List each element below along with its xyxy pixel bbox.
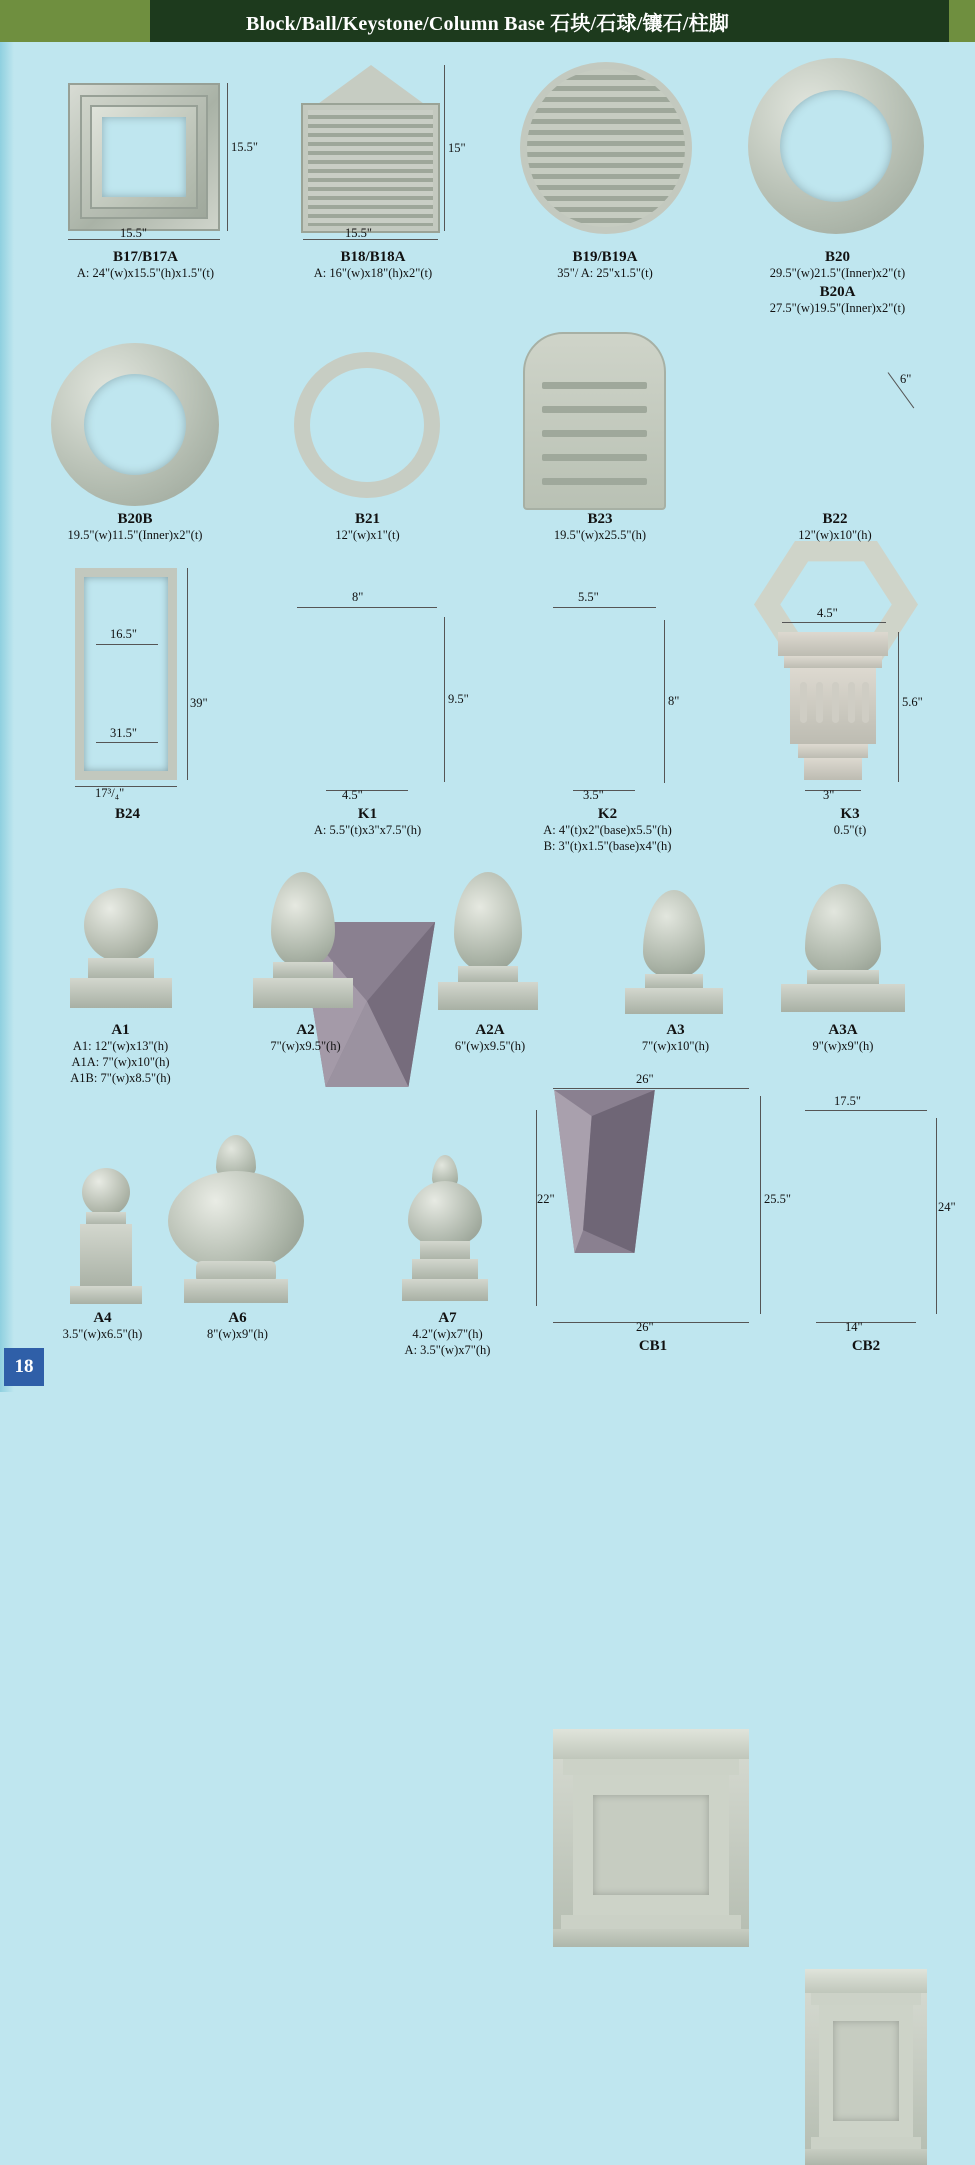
product-code: K3	[840, 806, 860, 822]
product-spec-alt: 27.5"(w)19.5"(Inner)x2"(t)	[769, 301, 906, 316]
dim-line	[297, 607, 437, 608]
product-b18	[278, 249, 468, 282]
product-code: B23	[587, 511, 613, 527]
header-corner-right	[949, 0, 975, 42]
product-image-b24	[75, 568, 177, 780]
product-b22	[740, 511, 930, 544]
product-a3a	[768, 1022, 918, 1055]
product-code: B19/B19A	[572, 249, 638, 265]
product-spec: 12"(w)x10"(h)	[798, 528, 872, 543]
product-image-a2	[243, 872, 363, 1020]
product-a1	[38, 1022, 203, 1086]
cb2-dim-top: 17.5"	[834, 1094, 861, 1108]
product-cb2	[816, 1338, 916, 1355]
product-image-b20	[748, 58, 924, 234]
dim-line	[898, 632, 899, 782]
product-spec: A: 16"(w)x18"(h)x2"(t)	[313, 266, 433, 281]
dim-line	[187, 568, 188, 780]
page-left-band	[0, 0, 14, 1392]
dim-line	[444, 617, 445, 782]
b24-dim-width: 17³/₄"	[95, 786, 125, 800]
product-a3	[608, 1022, 743, 1055]
product-image-a1	[62, 888, 180, 1018]
product-a7	[375, 1310, 520, 1359]
product-b23	[505, 511, 695, 544]
product-b24	[70, 806, 185, 823]
product-a6	[175, 1310, 300, 1343]
dim-line	[936, 1118, 937, 1314]
product-spec: 8"(w)x9"(h)	[207, 1327, 268, 1342]
product-image-b19	[520, 62, 692, 234]
dim-line	[805, 1110, 927, 1111]
b22-dim-face: 6"	[900, 372, 912, 386]
product-a2a	[420, 1022, 560, 1055]
product-image-cb1	[553, 1729, 749, 1947]
dim-line	[96, 644, 158, 645]
product-code: B18/B18A	[340, 249, 406, 265]
product-a4	[30, 1310, 175, 1343]
b17-dim-height: 15.5"	[231, 140, 258, 154]
product-spec-c: A1B: 7"(w)x8.5"(h)	[70, 1070, 171, 1085]
cb1-dim-body-h: 22"	[537, 1192, 555, 1206]
product-spec: A: 24"(w)x15.5"(h)x1.5"(t)	[76, 266, 215, 281]
product-spec: 7"(w)x10"(h)	[641, 1039, 710, 1054]
dim-line	[760, 1096, 761, 1314]
k3-dim-height: 5.6"	[902, 695, 923, 709]
dim-line	[816, 1322, 916, 1323]
header-corner-left	[0, 0, 150, 42]
product-spec: 3.5"(w)x6.5"(h)	[62, 1327, 143, 1342]
dim-line	[75, 786, 177, 787]
product-code: A6	[228, 1310, 247, 1326]
product-code: B22	[822, 511, 848, 527]
product-a2	[238, 1022, 373, 1055]
product-spec: 0.5"(t)	[833, 823, 867, 838]
product-cb1	[603, 1338, 703, 1355]
product-code: K2	[597, 806, 618, 822]
product-code: A3A	[828, 1022, 858, 1038]
product-spec-b: B: 3"(t)x1.5"(base)x4"(h)	[543, 838, 672, 853]
product-image-a3a	[773, 884, 913, 1020]
product-spec: 19.5"(w)11.5"(Inner)x2"(t)	[67, 528, 203, 543]
b18-dim-width: 15.5"	[345, 226, 372, 240]
dim-line	[444, 65, 445, 231]
product-k1	[280, 806, 455, 839]
product-image-a6	[162, 1135, 310, 1307]
product-code: A7	[438, 1310, 457, 1326]
product-spec: A1: 12"(w)x13"(h)	[72, 1039, 169, 1054]
b24-dim-inner-h: 31.5"	[110, 726, 137, 740]
product-spec: 35"/ A: 25"x1.5"(t)	[557, 266, 653, 281]
product-image-b21	[294, 352, 440, 498]
product-code-alt: B20A	[819, 283, 856, 300]
product-spec: 4.2"(w)x7"(h)	[412, 1327, 483, 1342]
product-spec: A: 5.5"(t)x3"x7.5"(h)	[313, 823, 422, 838]
dim-line	[553, 607, 656, 608]
product-b20b	[35, 511, 235, 544]
page-title: Block/Ball/Keystone/Column Base 石块/石球/镶石/柱脚	[245, 12, 730, 35]
dim-line	[96, 742, 158, 743]
k2-dim-top: 5.5"	[578, 590, 599, 604]
product-code: K1	[357, 806, 378, 822]
b17-dim-width: 15.5"	[120, 226, 147, 240]
product-code: B17/B17A	[112, 249, 178, 265]
product-code: A2A	[475, 1022, 505, 1038]
product-spec: 7"(w)x9.5"(h)	[270, 1039, 341, 1054]
product-b19	[505, 249, 705, 282]
product-code: A1	[111, 1022, 130, 1038]
cb1-dim-top: 26"	[636, 1072, 654, 1086]
product-spec: 6"(w)x9.5"(h)	[454, 1039, 526, 1054]
product-spec: 19.5"(w)x25.5"(h)	[553, 528, 647, 543]
cb2-dim-height: 24"	[938, 1200, 956, 1214]
k1-dim-height: 9.5"	[448, 692, 469, 706]
product-b20	[735, 249, 940, 317]
product-spec: 29.5"(w)21.5"(Inner)x2"(t)	[769, 266, 906, 281]
product-image-k2	[551, 1090, 658, 1253]
product-image-b23	[523, 332, 666, 510]
product-image-a7	[390, 1155, 500, 1307]
product-code: B24	[114, 806, 140, 822]
k1-dim-base: 4.5"	[342, 788, 363, 802]
cb1-dim-height: 25.5"	[764, 1192, 791, 1206]
product-image-b17	[68, 83, 220, 231]
dim-line	[553, 1088, 749, 1089]
product-image-a3	[615, 890, 733, 1020]
product-b21	[280, 511, 455, 544]
page-header	[0, 0, 975, 42]
k3-dim-base: 3"	[823, 788, 835, 802]
b18-dim-height: 15"	[448, 141, 466, 155]
product-code: B20	[824, 249, 850, 265]
product-b17	[48, 249, 243, 282]
dim-line	[536, 1110, 537, 1306]
b24-dim-height: 39"	[190, 696, 208, 710]
k2-dim-height: 8"	[668, 694, 680, 708]
product-spec-b: A1A: 7"(w)x10"(h)	[71, 1054, 170, 1069]
k2-dim-base: 3.5"	[583, 788, 604, 802]
product-code: CB1	[638, 1338, 668, 1354]
product-code: B21	[354, 511, 380, 527]
product-code: A4	[93, 1310, 112, 1326]
product-k3	[770, 806, 930, 839]
product-code: A2	[296, 1022, 315, 1038]
dim-line	[227, 83, 228, 231]
product-image-a4	[60, 1168, 150, 1308]
dim-line	[782, 622, 886, 623]
product-spec: 9"(w)x9"(h)	[812, 1039, 874, 1054]
product-code: CB2	[851, 1338, 881, 1354]
dim-line	[326, 790, 408, 791]
cb2-dim-base: 14"	[845, 1320, 863, 1334]
product-image-cb2	[805, 1969, 927, 2165]
product-spec-b: A: 3.5"(w)x7"(h)	[404, 1342, 491, 1357]
product-k2	[500, 806, 715, 855]
b24-dim-inner-w: 16.5"	[110, 627, 137, 641]
product-code: A3	[666, 1022, 685, 1038]
product-image-k3	[778, 632, 888, 782]
product-spec: A: 4"(t)x2"(base)x5.5"(h)	[543, 823, 672, 838]
dim-line	[664, 620, 665, 783]
product-spec: 12"(w)x1"(t)	[335, 528, 400, 543]
product-image-a2a	[428, 872, 548, 1020]
k1-dim-top: 8"	[352, 590, 364, 604]
cb1-dim-base: 26"	[636, 1320, 654, 1334]
k3-dim-top: 4.5"	[817, 606, 838, 620]
product-code: B20B	[117, 511, 153, 527]
product-image-b20b	[51, 343, 219, 506]
product-image-b18	[303, 65, 438, 231]
page-number: 18	[4, 1348, 44, 1386]
